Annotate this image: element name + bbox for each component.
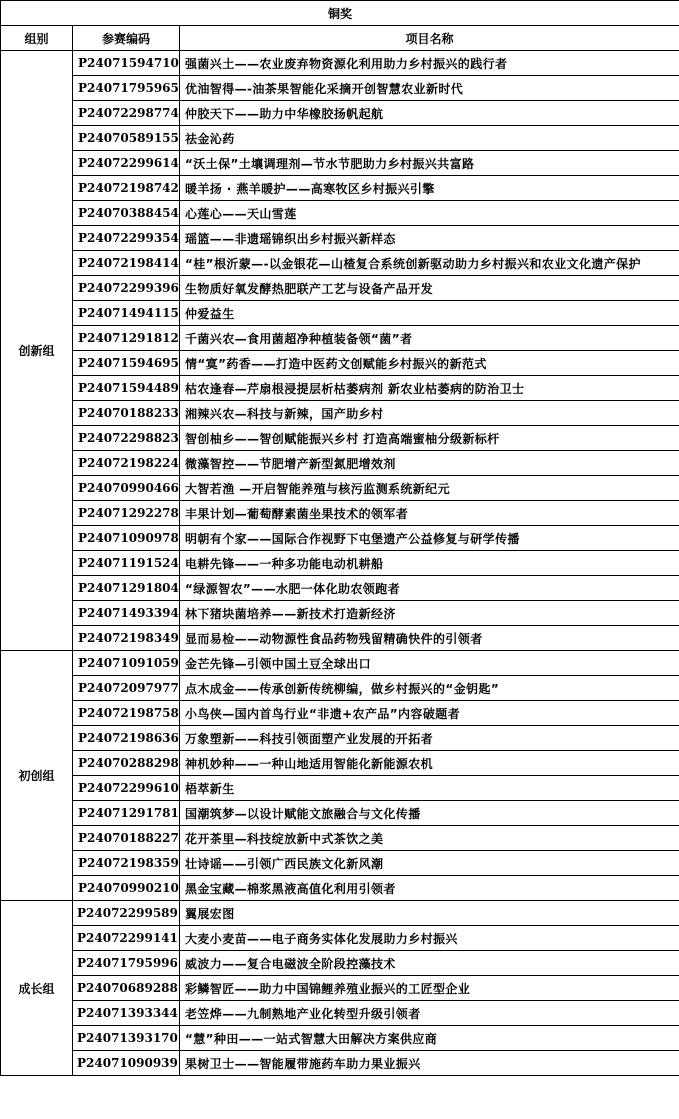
project-name-cell: 强菌兴土——农业废弃物资源化利用助力乡村振兴的践行者	[180, 51, 679, 76]
project-name-cell: 花开茶里—科技绽放新中式茶饮之美	[180, 826, 679, 851]
table-row	[1, 1001, 679, 1026]
entry-code-cell: P24070288298	[73, 751, 180, 776]
project-name-cell: 彩鳞智匠——助力中国锦鲤养殖业振兴的工匠型企业	[180, 976, 679, 1001]
project-name-cell: 仲胶天下——助力中华橡胶扬帆起航	[180, 101, 679, 126]
entry-code-cell: P24071393170	[73, 1026, 180, 1051]
project-name-cell: 枯农逢春—芹扇根浸提层析枯萎病剂 新农业枯萎病的防治卫士	[180, 376, 679, 401]
entry-code-cell: P24071494115	[73, 301, 180, 326]
entry-code-cell: P24072299354	[73, 226, 180, 251]
table-row	[1, 476, 679, 501]
entry-code-cell: P24072198349	[73, 626, 180, 651]
project-name-cell: 万象塑新——科技引领面塑产业发展的开拓者	[180, 726, 679, 751]
entry-code-cell: P24071795965	[73, 76, 180, 101]
table-row	[1, 401, 679, 426]
table-row	[1, 651, 679, 676]
project-name-cell: 显而易检——动物源性食品药物残留精确快件的引领者	[180, 626, 679, 651]
group-name-cell: 创新组	[1, 51, 73, 651]
table-row	[1, 126, 679, 151]
project-name-cell: 国潮筑梦—以设计赋能文旅融合与文化传播	[180, 801, 679, 826]
table-row	[1, 701, 679, 726]
entry-code-cell: P24071594710	[73, 51, 180, 76]
entry-code-cell: P24072198224	[73, 451, 180, 476]
entry-code-cell: P24071795996	[73, 951, 180, 976]
entry-code-cell: P24070188233	[73, 401, 180, 426]
table-row	[1, 301, 679, 326]
project-name-cell: 威波力——复合电磁波全阶段控藻技术	[180, 951, 679, 976]
entry-code-cell: P24071090939	[73, 1051, 180, 1076]
entry-code-cell: P24071291812	[73, 326, 180, 351]
table-body	[1, 51, 679, 1076]
entry-code-cell: P24071594489	[73, 376, 180, 401]
group-name-cell: 初创组	[1, 651, 73, 901]
project-name-cell: 电耕先锋——一种多功能电动机耕船	[180, 551, 679, 576]
entry-code-cell: P24071291781	[73, 801, 180, 826]
entry-code-cell: P24072198414	[73, 251, 180, 276]
entry-code-cell: P24071291804	[73, 576, 180, 601]
table-row	[1, 201, 679, 226]
table-row	[1, 176, 679, 201]
group-name-cell: 成长组	[1, 901, 73, 1076]
table-row	[1, 276, 679, 301]
project-name-cell: 大麦小麦苗——电子商务实体化发展助力乡村振兴	[180, 926, 679, 951]
project-name-cell: 大智若渔 —开启智能养殖与核污监测系统新纪元	[180, 476, 679, 501]
entry-code-cell: P24071090978	[73, 526, 180, 551]
table-row	[1, 251, 679, 276]
project-name-cell: 神机妙种——一种山地适用智能化新能源农机	[180, 751, 679, 776]
table-row	[1, 676, 679, 701]
entry-code-cell: P24071091059	[73, 651, 180, 676]
entry-code-cell: P24072298823	[73, 426, 180, 451]
table-title: 铜奖	[1, 1, 679, 26]
project-name-cell: 林下猪块菌培养——新技术打造新经济	[180, 601, 679, 626]
table-row	[1, 801, 679, 826]
project-name-cell: 梧萃新生	[180, 776, 679, 801]
project-name-cell: 微藻智控——节肥增产新型氮肥增效剂	[180, 451, 679, 476]
table-row	[1, 751, 679, 776]
entry-code-cell: P24072097977	[73, 676, 180, 701]
entry-code-cell: P24072198359	[73, 851, 180, 876]
table-row	[1, 601, 679, 626]
project-name-cell: 情“寞”药香——打造中医药文创赋能乡村振兴的新范式	[180, 351, 679, 376]
table-row	[1, 526, 679, 551]
project-name-cell: “桂”根沂蒙—-以金银花—山楂复合系统创新驱动助力乡村振兴和农业文化遗产保护	[180, 251, 679, 276]
project-name-cell: 点木成金——传承创新传统柳编，做乡村振兴的“金钥匙”	[180, 676, 679, 701]
entry-code-cell: P24071493394	[73, 601, 180, 626]
entry-code-cell: P24071393344	[73, 1001, 180, 1026]
project-name-cell: 壮诗谣——引领广西民族文化新风潮	[180, 851, 679, 876]
table-row	[1, 576, 679, 601]
project-name-cell: 千菌兴农—食用菌超净种植装备领“菌”者	[180, 326, 679, 351]
table-row	[1, 951, 679, 976]
table-row	[1, 876, 679, 901]
entry-code-cell: P24071594695	[73, 351, 180, 376]
project-name-cell: 老笠烨——九制熟地产业化转型升级引领者	[180, 1001, 679, 1026]
project-name-cell: 小鸟侠—国内首鸟行业“非遗+农产品”内容破题者	[180, 701, 679, 726]
project-name-cell: 明朝有个家——国际合作视野下屯堡遗产公益修复与研学传播	[180, 526, 679, 551]
header-group: 组别	[1, 26, 73, 51]
project-name-cell: 优油智得—-油茶果智能化采摘开创智慧农业新时代	[180, 76, 679, 101]
table-row	[1, 1051, 679, 1076]
project-name-cell: 湘辣兴农—科技与新辣，国产助乡村	[180, 401, 679, 426]
entry-code-cell: P24070990210	[73, 876, 180, 901]
table-row	[1, 626, 679, 651]
entry-code-cell: P24070388454	[73, 201, 180, 226]
entry-code-cell: P24072299396	[73, 276, 180, 301]
table-row	[1, 501, 679, 526]
project-name-cell: 暖羊扬 · 燕羊暖护——高寒牧区乡村振兴引擎	[180, 176, 679, 201]
entry-code-cell: P24072198636	[73, 726, 180, 751]
entry-code-cell: P24072299141	[73, 926, 180, 951]
table-row	[1, 426, 679, 451]
table-row	[1, 726, 679, 751]
entry-code-cell: P24071292278	[73, 501, 180, 526]
table-row	[1, 851, 679, 876]
project-name-cell: 果树卫士——智能履带施药车助力果业振兴	[180, 1051, 679, 1076]
project-name-cell: “慧”种田——一站式智慧大田解决方案供应商	[180, 1026, 679, 1051]
entry-code-cell: P24072299589	[73, 901, 180, 926]
entry-code-cell: P24070589155	[73, 126, 180, 151]
table-row	[1, 551, 679, 576]
title-row	[1, 1, 679, 26]
table-row	[1, 226, 679, 251]
project-name-cell: 丰果计划—葡萄酵素菌坐果技术的领军者	[180, 501, 679, 526]
project-name-cell: “绿源智农”——水肥一体化助农领跑者	[180, 576, 679, 601]
table-row	[1, 151, 679, 176]
project-name-cell: 生物质好氧发酵热肥联产工艺与设备产品开发	[180, 276, 679, 301]
header-project-name: 项目名称	[180, 26, 679, 51]
table-row	[1, 901, 679, 926]
table-row	[1, 376, 679, 401]
table-row	[1, 826, 679, 851]
entry-code-cell: P24072299614	[73, 151, 180, 176]
table-row	[1, 776, 679, 801]
table-row	[1, 51, 679, 76]
table-row	[1, 101, 679, 126]
project-name-cell: 瑶篮——非遗瑶锦织出乡村振兴新样态	[180, 226, 679, 251]
table-row	[1, 976, 679, 1001]
entry-code-cell: P24072198758	[73, 701, 180, 726]
project-name-cell: “沃土保”土壤调理剂—节水节肥助力乡村振兴共富路	[180, 151, 679, 176]
project-name-cell: 祛金沁药	[180, 126, 679, 151]
entry-code-cell: P24072298774	[73, 101, 180, 126]
project-name-cell: 仲爱益生	[180, 301, 679, 326]
entry-code-cell: P24072299610	[73, 776, 180, 801]
entry-code-cell: P24071191524	[73, 551, 180, 576]
entry-code-cell: P24070689288	[73, 976, 180, 1001]
table-row	[1, 451, 679, 476]
table-row	[1, 76, 679, 101]
project-name-cell: 智创柚乡——智创赋能振兴乡村 打造高端蜜柚分级新标杆	[180, 426, 679, 451]
project-name-cell: 翼展宏图	[180, 901, 679, 926]
project-name-cell: 金芒先锋—引领中国土豆全球出口	[180, 651, 679, 676]
entry-code-cell: P24070188227	[73, 826, 180, 851]
table-row	[1, 326, 679, 351]
table-row	[1, 926, 679, 951]
entry-code-cell: P24072198742	[73, 176, 180, 201]
header-code: 参赛编码	[73, 26, 180, 51]
project-name-cell: 黑金宝藏—棉浆黑液高值化利用引领者	[180, 876, 679, 901]
table-row	[1, 1026, 679, 1051]
table-row	[1, 351, 679, 376]
project-name-cell: 心莲心——天山雪莲	[180, 201, 679, 226]
entry-code-cell: P24070990466	[73, 476, 180, 501]
header-row	[1, 26, 679, 51]
